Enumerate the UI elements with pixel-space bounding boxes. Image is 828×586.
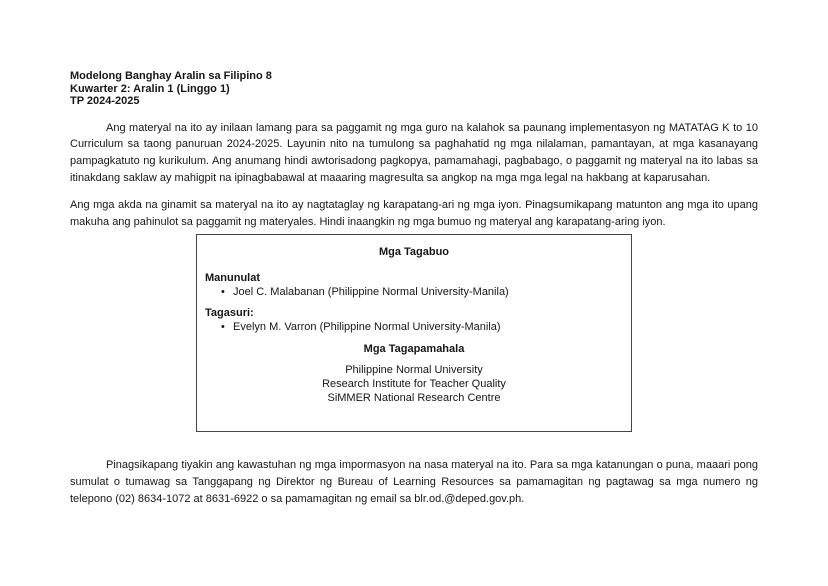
doc-quarter-lesson: Kuwarter 2: Aralin 1 (Linggo 1) [70, 82, 230, 95]
attribution-paragraph: Ang mga akda na ginamit sa materyal na ito ay nagtataglay ng karapatang-ari ng mga iyon. Pinagsumikapang matunton ang mga ito upang makuha ang pahinulot sa paggamit ng materyales. Hindi inaangkin ng mga bumuo ng materyal ang karapatang-aring iyon. [70, 199, 758, 228]
writer-label: Manunulat [205, 272, 260, 285]
reviewer-list-item [205, 320, 623, 334]
doc-school-year: TP 2024-2025 [70, 95, 140, 108]
writer-list-item [205, 285, 623, 299]
document-header [70, 70, 758, 108]
contact-paragraph: Pinagsikapang tiyakin ang kawastuhan ng mga impormasyon na nasa materyal na ito. Para sa mga katanungan o puna, maaari pong sumulat o tumawag sa Tanggapang ng Direktor ng Bureau of Learning Resources sa pamamagitan ng pagtawag sa mga numero ng telepono (02) 8634-1072 at 8631-6922 o sa pamamagitan ng email sa blr.od.@deped.gov.ph. [70, 459, 758, 505]
reviewer-label: Tagasuri: [205, 307, 254, 320]
writer-name: Joel C. Malabanan (Philippine Normal University-Manila) [233, 286, 509, 299]
management-org: Philippine Normal University [345, 364, 483, 377]
reviewer-name: Evelyn M. Varron (Philippine Normal University-Manila) [233, 321, 501, 334]
management-list [205, 363, 623, 405]
page-content [70, 70, 758, 507]
management-label: Mga Tagapamahala [363, 343, 465, 356]
credits-box [196, 234, 632, 432]
bullet-icon: • [221, 286, 225, 299]
management-org: Research Institute for Teacher Quality [322, 378, 506, 391]
credits-box-title: Mga Tagabuo [378, 246, 450, 259]
doc-title: Modelong Banghay Aralin sa Filipino 8 [70, 70, 272, 82]
copyright-paragraph: Ang materyal na ito ay inilaan lamang para sa paggamit ng mga guro na kalahok sa paunang implementasyon ng MATATAG K to 10 Curriculum sa taong panuruan 2024-2025. Layunin nito na tumulong sa paghahatid ng mga nilalaman, pamantayan, at mga kasanayang pampagkatuto ng kurikulum. Ang anumang hindi awtorisadong pagkopya, pamamahagi, pagbabago, o paggamit ng materyal na ito labas sa itinakdang saklaw ay mahigpit na ipinagbabawal at maaaring magresulta sa angkop na mga mga legal na hakbang at kaparusahan. [70, 121, 758, 184]
management-org: SiMMER National Research Centre [327, 392, 501, 405]
bullet-icon: • [221, 321, 225, 334]
